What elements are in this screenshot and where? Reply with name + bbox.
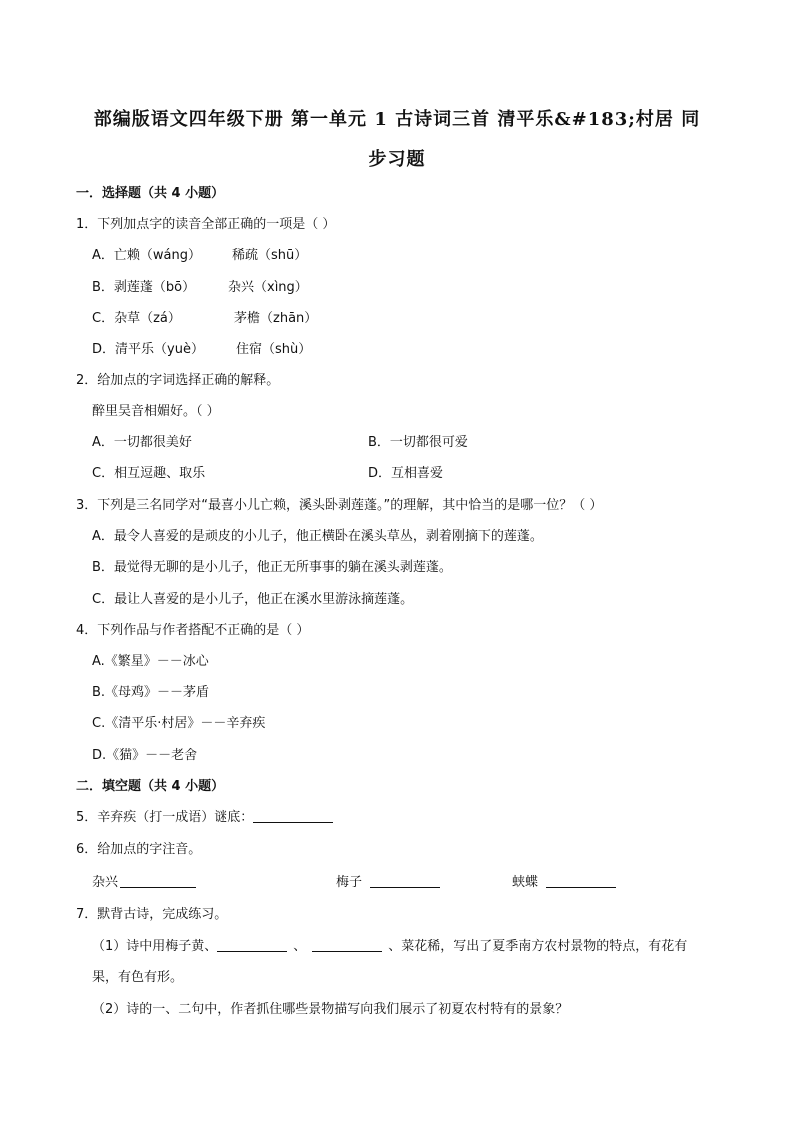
document-title bbox=[70, 100, 724, 180]
q6-word: 蛱蝶 bbox=[512, 875, 539, 890]
section-heading-choice: 一．选择题（共 4 小题） bbox=[76, 186, 225, 201]
q7-sub-1 bbox=[92, 937, 687, 957]
answer-blank[interactable] bbox=[370, 873, 440, 888]
question-7-stem: 7．默背古诗，完成练习。 bbox=[76, 907, 228, 922]
q1-option-d: D．清平乐（yuè） bbox=[92, 342, 204, 357]
answer-blank[interactable] bbox=[217, 937, 287, 952]
q1-option-b: B．剥莲蓬（bō） bbox=[92, 280, 196, 295]
question-5 bbox=[76, 808, 333, 828]
q6-item-2 bbox=[336, 873, 440, 893]
question-4-stem: 4．下列作品与作者搭配不正确的是（ ） bbox=[76, 623, 310, 638]
answer-blank[interactable] bbox=[253, 808, 333, 823]
q1-option-a-second: 稀疏（shū） bbox=[232, 248, 308, 263]
title-line-1: 部编版语文四年级下册 第一单元 1 古诗词三首 清平乐&#183;村居 同 bbox=[93, 109, 701, 130]
q6-word: 梅子 bbox=[336, 875, 363, 890]
question-5-stem: 5．辛弃疾（打一成语）谜底： bbox=[76, 810, 254, 825]
title-line-2: 步习题 bbox=[368, 149, 426, 170]
q1-option-a: A．亡赖（wáng） bbox=[92, 248, 201, 263]
q1-option-c-second: 茅檐（zhān） bbox=[234, 311, 318, 326]
question-3-stem: 3．下列是三名同学对“最喜小儿亡赖，溪头卧剥莲蓬。”的理解，其中恰当的是哪一位？（ ） bbox=[76, 498, 603, 513]
q6-item-1 bbox=[92, 873, 196, 893]
question-1-stem: 1．下列加点字的读音全部正确的一项是（ ） bbox=[76, 217, 336, 232]
q3-option-a: A．最令人喜爱的是顽皮的小儿子，他正横卧在溪头草丛，剥着刚摘下的莲蓬。 bbox=[92, 529, 543, 544]
q4-option-d: D.《猫》－－老舍 bbox=[92, 748, 198, 763]
q2-option-c: C．相互逗趣、取乐 bbox=[92, 466, 206, 481]
q6-word: 杂兴 bbox=[92, 875, 119, 890]
q6-item-3 bbox=[512, 873, 616, 893]
q2-option-a: A．一切都很美好 bbox=[92, 435, 192, 450]
q1-option-c: C．杂草（zá） bbox=[92, 311, 181, 326]
q2-option-d: D．互相喜爱 bbox=[368, 466, 444, 481]
q1-option-d-second: 住宿（shù） bbox=[236, 342, 312, 357]
q2-option-b: B．一切都很可爱 bbox=[368, 435, 468, 450]
q3-option-c: C．最让人喜爱的是小儿子，他正在溪水里游泳摘莲蓬。 bbox=[92, 592, 414, 607]
q4-option-c: C.《清平乐·村居》－－辛弃疾 bbox=[92, 716, 266, 731]
q7-sub1-separator: 、 bbox=[293, 939, 307, 954]
q2-sentence: 醉里吴音相媚好。（ ） bbox=[92, 404, 220, 419]
section-heading-fill: 二．填空题（共 4 小题） bbox=[76, 779, 225, 794]
answer-blank[interactable] bbox=[546, 873, 616, 888]
q7-sub1-continuation: 果，有色有形。 bbox=[92, 970, 184, 985]
answer-blank[interactable] bbox=[120, 873, 196, 888]
q4-option-a: A.《繁星》－－冰心 bbox=[92, 654, 209, 669]
question-2-stem: 2．给加点的字词选择正确的解释。 bbox=[76, 373, 280, 388]
q4-option-b: B.《母鸡》－－茅盾 bbox=[92, 685, 210, 700]
q1-option-b-second: 杂兴（xìng） bbox=[228, 280, 308, 295]
answer-blank[interactable] bbox=[312, 937, 382, 952]
question-6-stem: 6．给加点的字注音。 bbox=[76, 842, 202, 857]
q7-sub-2: （2）诗的一、二句中，作者抓住哪些景物描写向我们展示了初夏农村特有的景象？ bbox=[92, 1002, 569, 1017]
q3-option-b: B．最觉得无聊的是小儿子，他正无所事事的躺在溪头剥莲蓬。 bbox=[92, 560, 452, 575]
q7-sub1-text-a: （1）诗中用梅子黄、 bbox=[92, 939, 218, 954]
q7-sub1-text-b: 、菜花稀，写出了夏季南方农村景物的特点，有花有 bbox=[388, 939, 688, 954]
